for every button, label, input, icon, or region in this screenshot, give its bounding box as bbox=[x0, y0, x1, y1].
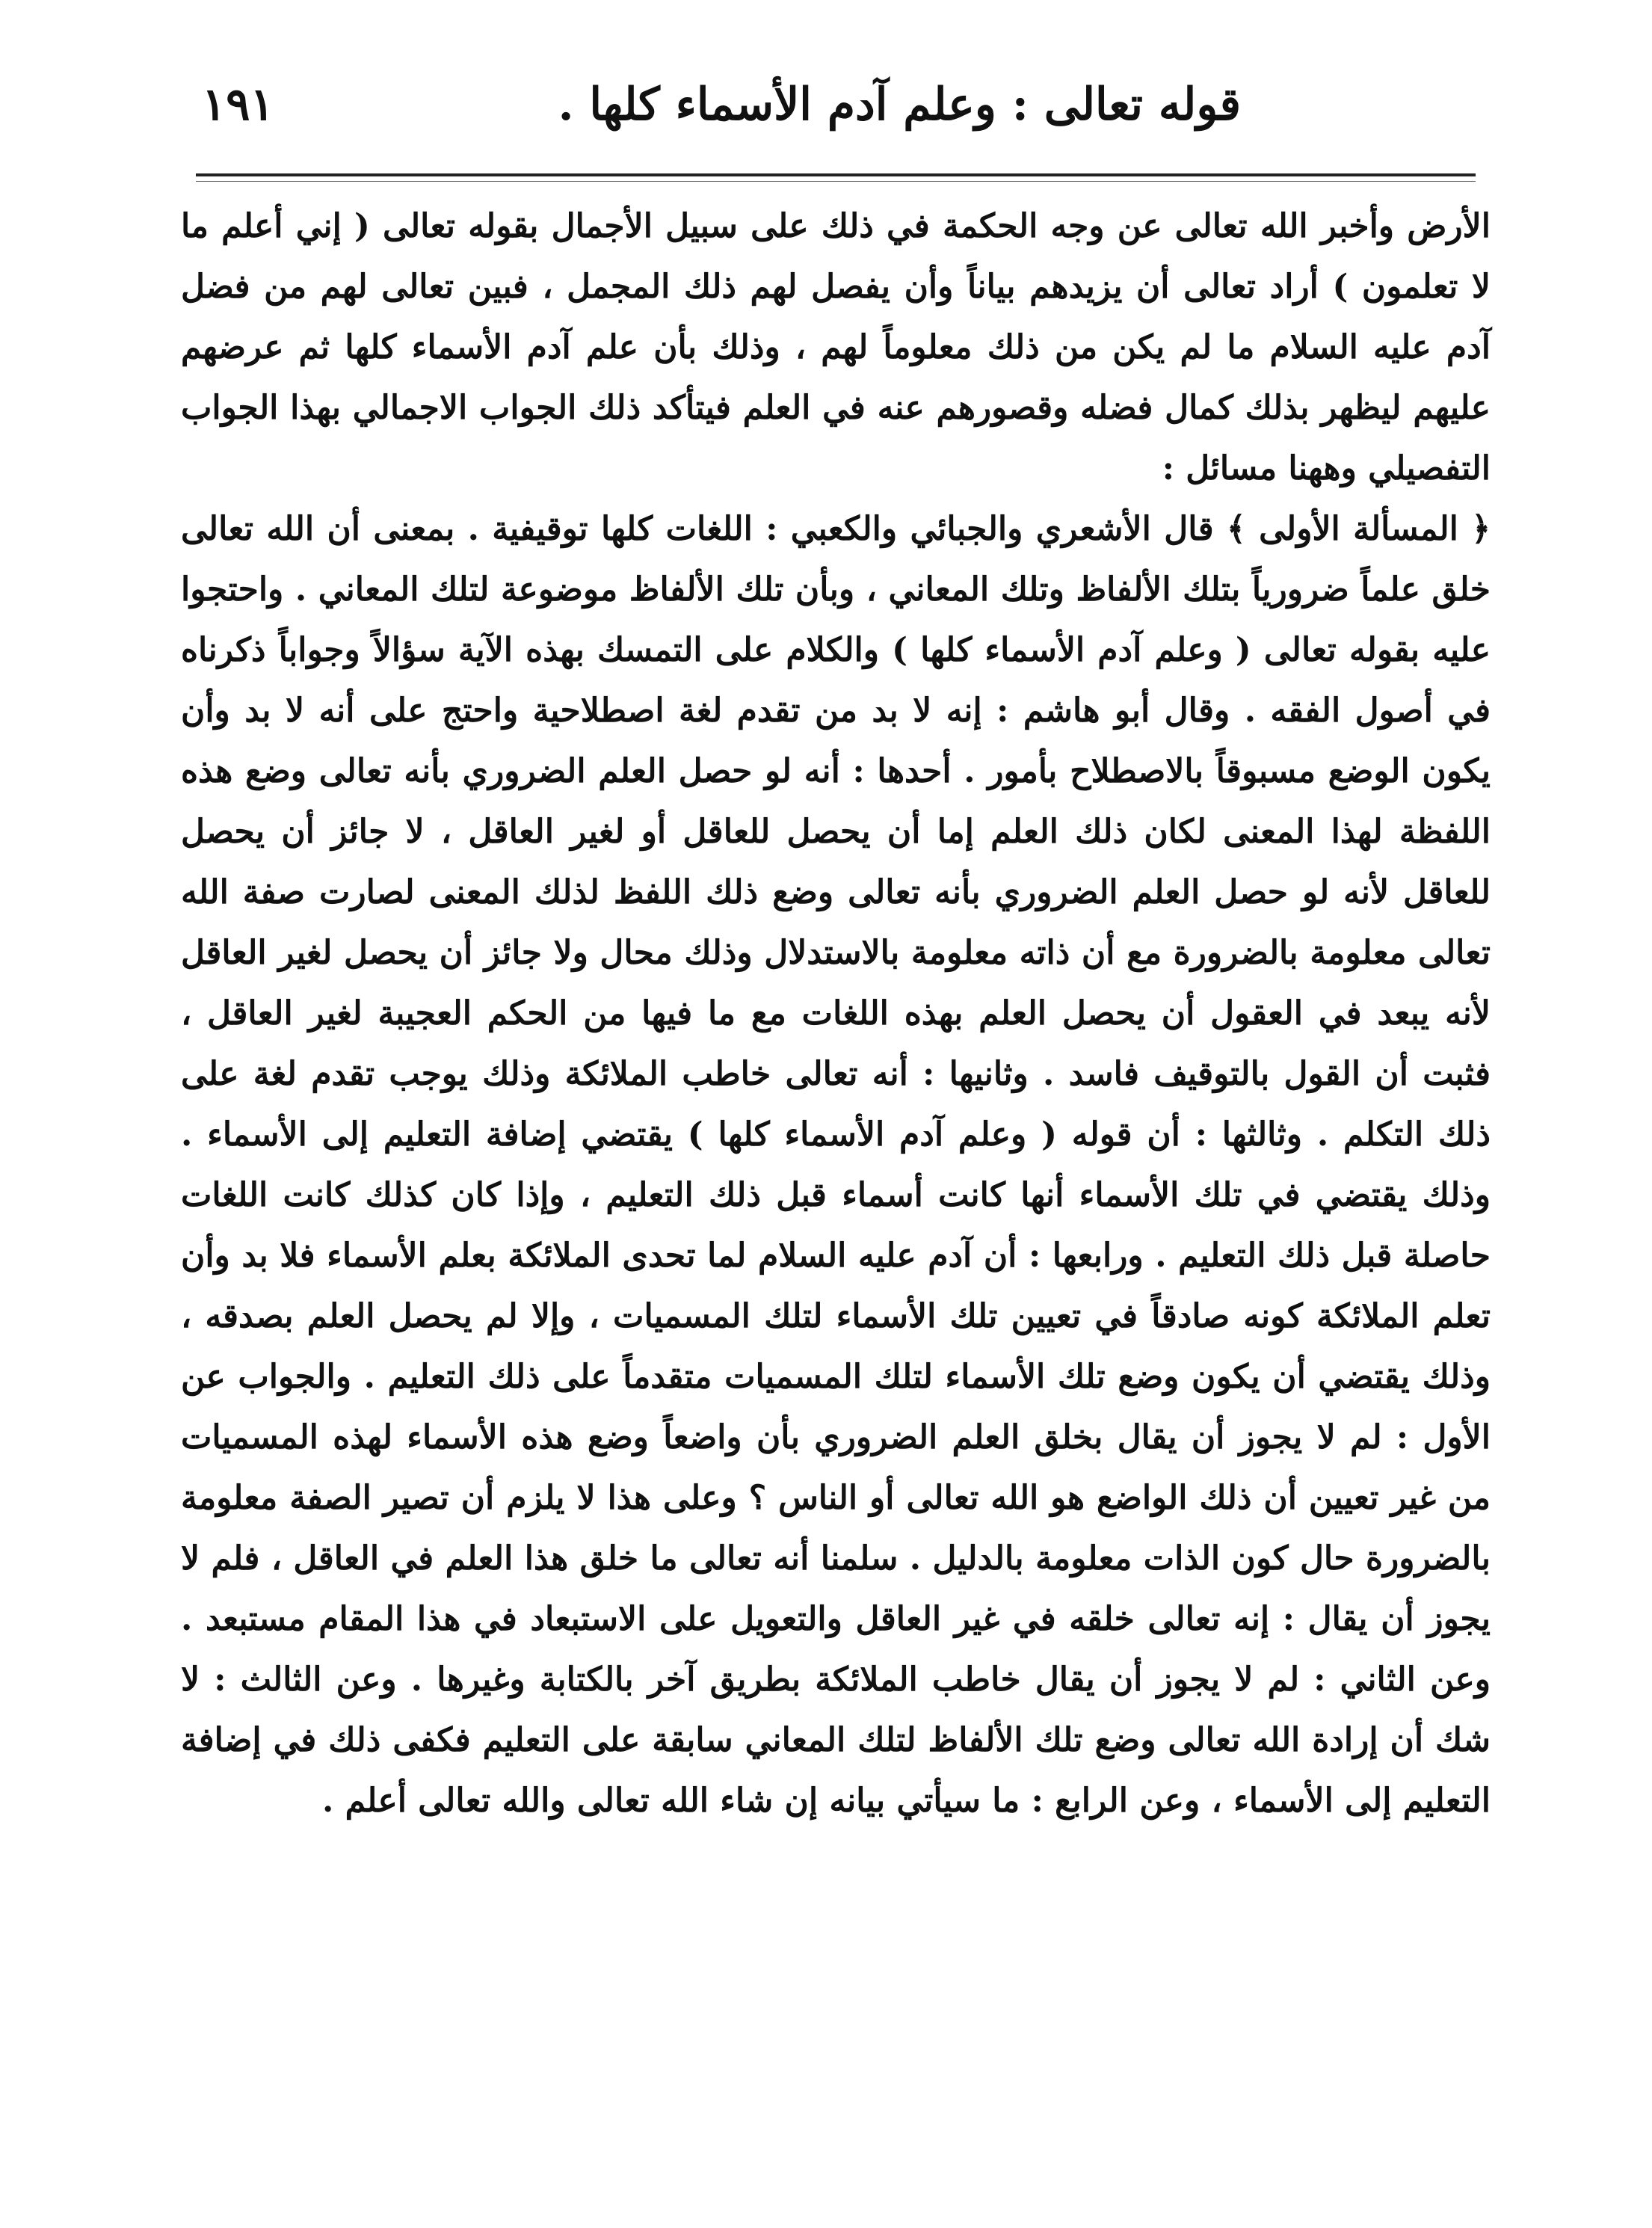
body-text bbox=[181, 196, 1491, 1831]
page-number: ١٩١ bbox=[202, 79, 274, 131]
header-title: قوله تعالى : وعلم آدم الأسماء كلها . bbox=[558, 79, 1241, 131]
paragraph-intro: الأرض وأخبر الله تعالى عن وجه الحكمة في ذلك على سبيل الأجمال بقوله تعالى ( إني أعلم ما لا تعلمون ) أراد تعالى أن يزيدهم بياناً وأن يفصل لهم ذلك المجمل ، فبين تعالى لهم من فضل آدم عليه السلام ما لم يكن من ذلك معلوماً لهم ، وذلك بأن علم آدم الأسماء كلها ثم عرضهم عليهم ليظهر بذلك كمال فضله وقصورهم عنه في العلم فيتأكد ذلك الجواب الاجمالي بهذا الجواب التفصيلي وههنا مسائل : bbox=[181, 207, 1491, 487]
running-header bbox=[187, 71, 1488, 161]
header-rule bbox=[196, 173, 1476, 176]
header-rule-thin bbox=[196, 181, 1476, 182]
paragraph-first-issue: ﴿ المسألة الأولى ﴾ قال الأشعري والجبائي والكعبي : اللغات كلها توقيفية . بمعنى أن الله تعالى خلق علماً ضرورياً بتلك الألفاظ وتلك المعاني ، وبأن تلك الألفاظ موضوعة لتلك المعاني . واحتجوا عليه بقوله تعالى ( وعلم آدم الأسماء كلها ) والكلام على التمسك بهذه الآية سؤالاً وجواباً ذكرناه في أصول الفقه . وقال أبو هاشم : إنه لا بد من تقدم لغة اصطلاحية واحتج على أنه لا بد وأن يكون الوضع مسبوقاً بالاصطلاح بأمور . أحدها : أنه لو حصل العلم الضروري بأنه تعالى وضع هذه اللفظة لهذا المعنى لكان ذلك العلم إما أن يحصل للعاقل أو لغير العاقل ، لا جائز أن يحصل للعاقل لأنه لو حصل العلم الضروري بأنه تعالى وضع ذلك اللفظ لذلك المعنى لصارت صفة الله تعالى معلومة بالضرورة مع أن ذاته معلومة بالاستدلال وذلك محال ولا جائز أن يحصل لغير العاقل لأنه يبعد في العقول أن يحصل العلم بهذه اللغات مع ما فيها من الحكم العجيبة لغير العاقل ، فثبت أن القول بالتوقيف فاسد . وثانيها : أنه تعالى خاطب الملائكة وذلك يوجب تقدم لغة على ذلك التكلم . وثالثها : أن قوله ( وعلم آدم الأسماء كلها ) يقتضي إضافة التعليم إلى الأسماء . وذلك يقتضي في تلك الأسماء أنها كانت أسماء قبل ذلك التعليم ، وإذا كان كذلك كانت اللغات حاصلة قبل ذلك التعليم . ورابعها : أن آدم عليه السلام لما تحدى الملائكة بعلم الأسماء فلا بد وأن تعلم الملائكة كونه صادقاً في تعيين تلك الأسماء لتلك المسميات ، وإلا لم يحصل العلم بصدقه ، وذلك يقتضي أن يكون وضع تلك الأسماء لتلك المسميات متقدماً على ذلك التعليم . والجواب عن الأول : لم لا يجوز أن يقال بخلق العلم الضروري بأن واضعاً وضع هذه الأسماء لهذه المسميات من غير تعيين أن ذلك الواضع هو الله تعالى أو الناس ؟ وعلى هذا لا يلزم أن تصير الصفة معلومة بالضرورة حال كون الذات معلومة بالدليل . سلمنا أنه تعالى ما خلق هذا العلم في العاقل ، فلم لا يجوز أن يقال : إنه تعالى خلقه في غير العاقل والتعويل على الاستبعاد في هذا المقام مستبعد . وعن الثاني : لم لا يجوز أن يقال خاطب الملائكة بطريق آخر بالكتابة وغيرها . وعن الثالث : لا شك أن إرادة الله تعالى وضع تلك الألفاظ لتلك المعاني سابقة على التعليم فكفى ذلك في إضافة التعليم إلى الأسماء ، وعن الرابع : ما سيأتي بيانه إن شاء الله تعالى والله تعالى أعلم . bbox=[181, 510, 1491, 1820]
